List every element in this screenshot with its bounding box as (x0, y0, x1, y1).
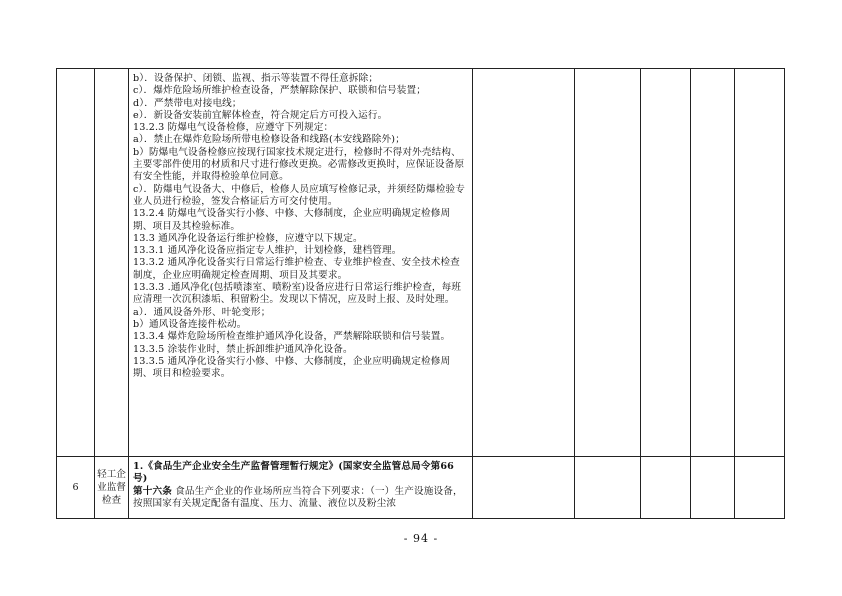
basis-cell (129, 69, 473, 457)
basis-text (129, 457, 472, 512)
basis-line: 13.3.5 涂装作业时，禁止拆卸维护通风净化设备。 (133, 343, 353, 355)
table-row (57, 457, 785, 519)
basis-line: d）．严禁带电对接电线； (133, 97, 242, 109)
empty-cell (691, 69, 735, 457)
inspection-unit-cell (95, 69, 129, 457)
basis-line: c）．爆炸危险场所维护检查设备，严禁解除保护、联锁和信号装置； (133, 85, 427, 97)
basis-line: 13.3.3 .通风净化(包括喷漆室、喷粉室)设备应进行日常运行维护检查，每班应清理一次沉积漆垢、积留粉尘。发现以下情况，应及时上报、及时处理。 (133, 282, 462, 306)
basis-line: c）．防爆电气设备大、中修后，检修人员应填写检修记录，并须经防爆检验专业人员进行检验，签发合格证后方可交付使用。 (133, 183, 466, 207)
basis-line: a）．通风设备外形、叶轮变形； (133, 306, 271, 318)
regulation-table (56, 68, 784, 518)
empty-cell (473, 69, 575, 457)
article-label: 第十六条 (133, 485, 172, 497)
row-number-cell (57, 69, 95, 457)
table-row (57, 69, 785, 457)
basis-text (129, 69, 472, 382)
empty-cell (575, 457, 641, 519)
basis-line: 13.2.4 防爆电气设备实行小修、中修、大修制度，企业应明确规定检修周期、项目及其检验标准。 (133, 208, 451, 232)
empty-cell (641, 457, 691, 519)
basis-line: 13.3.5 通风净化设备实行小修、中修、大修制度，企业应明确规定检修周期、项目和检验要求。 (133, 355, 451, 380)
empty-cell (691, 457, 735, 519)
inspection-unit-cell (95, 457, 129, 519)
inspection-unit: 轻工企业监督检查 (97, 469, 126, 506)
basis-line: 13.2.3 防爆电气设备检修，应遵守下列规定： (133, 122, 334, 134)
page-number: - 94 - (403, 532, 439, 545)
basis-cell (129, 457, 473, 519)
regulation-heading: 1.《食品生产企业安全生产监督管理暂行规定》(国家安全监管总局令第66号) (133, 461, 454, 485)
row-number: 6 (72, 482, 79, 493)
article-text: 食品生产企业的作业场所应当符合下列要求：（一）生产设施设备，按照国家有关规定配备有温度、压力、流量、液位以及粉尘浓 (133, 485, 463, 509)
basis-line: e）．新设备安装前宜解体检查，符合规定后方可投入运行。 (133, 109, 388, 121)
empty-cell (575, 69, 641, 457)
basis-line: 13.3.2 通风净化设备实行日常运行维护检查、专业维护检查、安全技术检查制度，企业应明确规定检查周期、项目及其要求。 (133, 257, 460, 281)
empty-cell (735, 69, 785, 457)
basis-line: b）通风设备连接件松动。 (133, 318, 247, 330)
empty-cell (641, 69, 691, 457)
row-number-cell (57, 457, 95, 519)
basis-line: 13.3.4 爆炸危险场所检查维护通风净化设备，严禁解除联锁和信号装置。 (133, 331, 451, 343)
empty-cell (735, 457, 785, 519)
basis-line: b）防爆电气设备检修应按现行国家技术规定进行，检修时不得对外壳结构、主要零部件使用的材质和尺寸进行修改更换。必需修改更换时，应保证设备原有安全性能，并取得检验单位同意。 (133, 146, 465, 183)
empty-cell (473, 457, 575, 519)
basis-line: 13.3.1 通风净化设备应指定专人维护，计划检修，建档管理。 (133, 245, 402, 257)
basis-line: b）．设备保护、闭锁、监视、指示等装置不得任意拆除； (133, 73, 379, 84)
basis-line: a）．禁止在爆炸危险场所带电检修设备和线路(本安线路除外)； (133, 134, 405, 146)
basis-line: 13.3 通风净化设备运行维护检修，应遵守以下规定。 (133, 232, 363, 244)
